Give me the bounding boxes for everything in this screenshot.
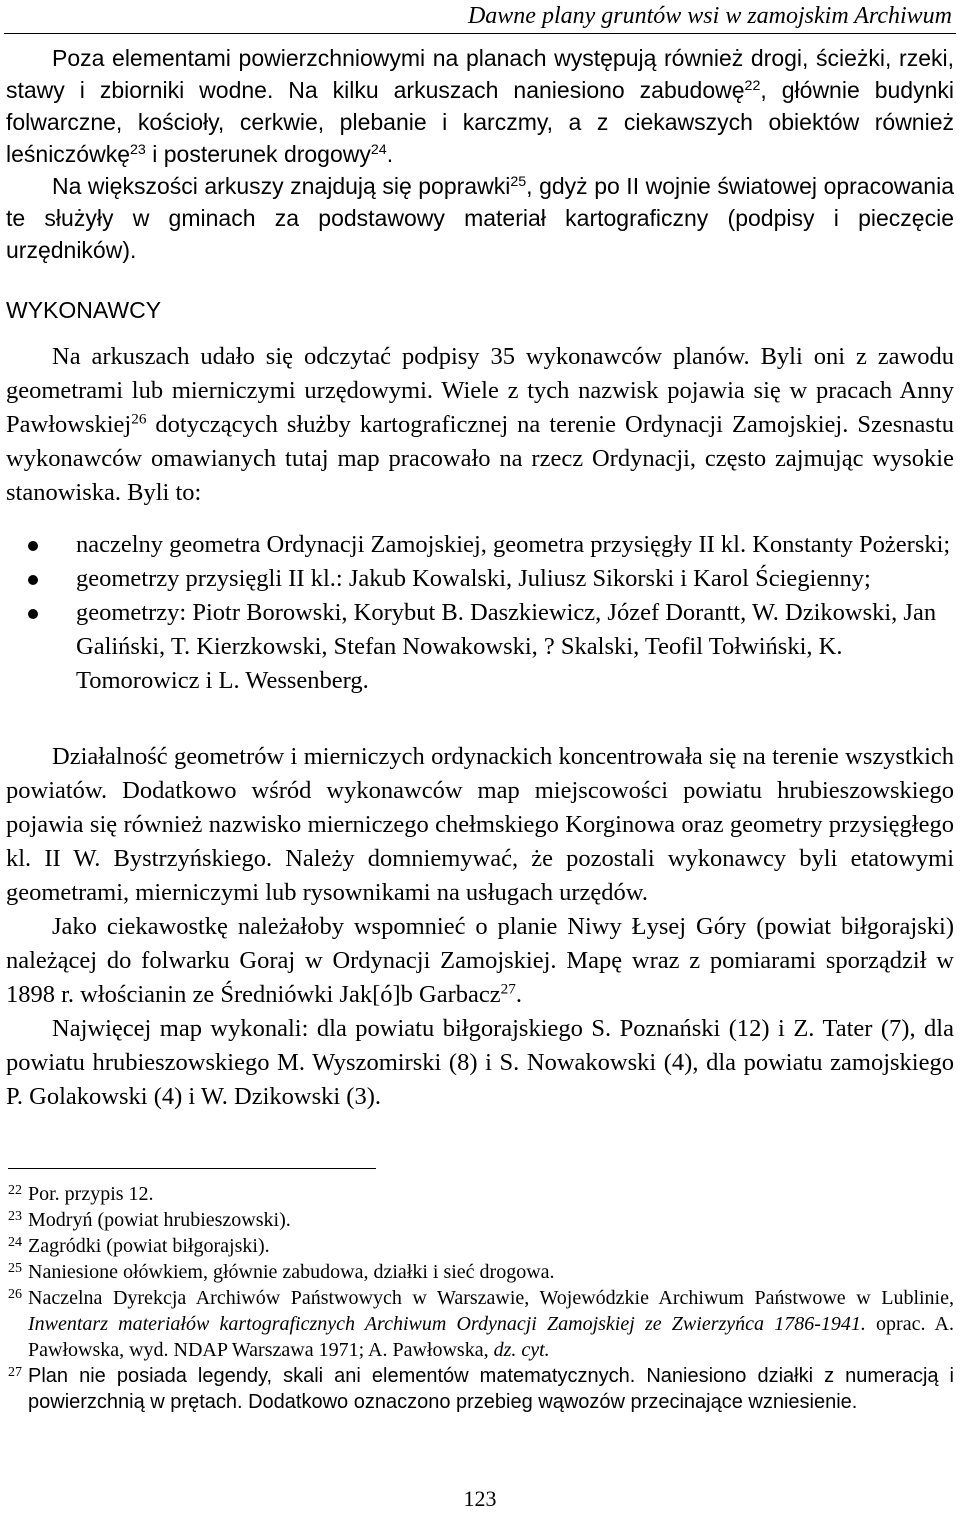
intro-text [6, 42, 954, 266]
footnote-ref-24[interactable]: 24 [370, 142, 387, 159]
bullet-icon [28, 541, 38, 551]
bullet-icon [28, 575, 38, 585]
footnote-22: 22 Por. przypis 12. [8, 1181, 954, 1207]
section-text [6, 340, 954, 510]
footnotes [8, 1181, 954, 1415]
running-header: Dawne plany gruntów wsi w zamojskim Archiwum [467, 3, 952, 29]
footnote-ref-27[interactable]: 27 [500, 980, 516, 998]
footnote-ref-22[interactable]: 22 [744, 78, 761, 95]
footnote-ref-25[interactable]: 25 [510, 174, 527, 191]
footnote-number: 26 [8, 1287, 22, 1302]
footnote-ref-23[interactable]: 23 [130, 142, 146, 159]
closing-text [6, 740, 954, 1114]
footnote-number: 24 [8, 1235, 22, 1250]
footnote-number: 25 [8, 1261, 22, 1276]
section-paragraph-1: Na arkuszach udało się odczytać podpisy 35 wykonawców planów. Byli oni z zawodu geometrami lub mierniczymi urzędowymi. Wiele z tych nazwisk pojawia się w pracach Anny Pawłowskiej$^{26}$ dotyczących służby kartograficznej na terenie Ordynacji Zamojskiej. Szesnastu wykonawców omawianych tutaj map pracowało na rzecz Ordynacji, często zajmując wysokie stanowiska. Byli to: [6, 343, 954, 506]
header-rule [4, 33, 956, 34]
closing-paragraph-1: Działalność geometrów i mierniczych ordynackich koncentrowała się na terenie wszystkich powiatów. Dodatkowo wśród wykonawców map miejscowości powiatu hrubieszowskiego pojawia się również nazwisko mierniczego chełmskiego Korginowa oraz geometry przysięgłego kl. II W. Bystrzyńskiego. Należy domniemywać, że pozostali wykonawcy byli etatowymi geometrami, mierniczymi lub rysownikami na usługach urzędów. [6, 743, 954, 906]
footnote-24: 24 Zagródki (powiat biłgorajski). [8, 1233, 954, 1259]
closing-paragraph-3: Najwięcej map wykonali: dla powiatu biłgorajskiego S. Poznański (12) i Z. Tater (7), dla powiatu hrubieszowskiego M. Wyszomirski (8) i S. Nowakowski (4), dla powiatu zamojskiego P. Golakowski (4) i W. Dzikowski (3). [6, 1015, 954, 1110]
section-heading: WYKONAWCY [6, 297, 162, 323]
bullet-list [6, 528, 954, 698]
footnote-number: 27 [8, 1365, 22, 1380]
closing-paragraph-2: Jako ciekawostkę należałoby wspomnieć o planie Niwy Łysej Góry (powiat biłgorajski) należącej do folwarku Goraj w Ordynacji Zamojskiej. Mapę wraz z pomiarami sporządził w 1898 r. włościanin ze Średniówki Jak[ó]b Garbacz$^{27}$. [6, 913, 954, 1008]
intro-paragraph-1: Poza elementami powierzchniowymi na planach występują również drogi, ścieżki, rzeki, stawy i zbiorniki wodne. Na kilku arkuszach naniesiono zabudowę$^{22}$, głównie budynki folwarczne, kościoły, cerkwie, plebanie i karczmy, a z ciekawszych obiektów również leśniczówkę$^{23}$ i posterunek drogowy$^{24}$. [6, 45, 954, 167]
list-item: naczelny geometra Ordynacji Zamojskiej, geometra przysięgły II kl. Konstanty Pożerski; [6, 528, 954, 562]
bullet-icon [28, 609, 38, 619]
footnote-25: 25 Naniesione ołówkiem, głównie zabudowa, działki i sieć drogowa. [8, 1259, 954, 1285]
footnote-ref-26[interactable]: 26 [131, 410, 147, 428]
list-item: geometrzy przysięgli II kl.: Jakub Kowalski, Juliusz Sikorski i Karol Ściegienny; [6, 562, 954, 596]
footnote-23: 23 Modryń (powiat hrubieszowski). [8, 1207, 954, 1233]
footnote-27: 27 Plan nie posiada legendy, skali ani elementów matematycznych. Naniesiono działki z numeracją i powierzchnią w prętach. Dodatkowo oznaczono przebieg wąwozów przecinające wzniesienie. [8, 1363, 954, 1415]
footnote-number: 22 [8, 1183, 22, 1198]
intro-paragraph-2: Na większości arkuszy znajdują się poprawki$^{25}$, gdyż po II wojnie światowej opracowania te służyły w gminach za podstawowy materiał kartograficzny (podpisy i pieczęcie urzędników). [6, 173, 954, 263]
footnote-number: 23 [8, 1209, 22, 1224]
page-number: 123 [463, 1486, 497, 1511]
footnote-rule [8, 1168, 376, 1169]
footnote-26: 26 Naczelna Dyrekcja Archiwów Państwowych w Warszawie, Wojewódzkie Archiwum Państwowe w Lublinie, Inwentarz materiałów kartograficznych Archiwum Ordynacji Zamojskiej ze Zwierzyńca 1786-1941. oprac. A. Pawłowska, wyd. NDAP Warszawa 1971; A. Pawłowska, dz. cyt. [8, 1285, 954, 1363]
list-item: geometrzy: Piotr Borowski, Korybut B. Daszkiewicz, Józef Dorantt, W. Dzikowski, Jan Galiński, T. Kierzkowski, Stefan Nowakowski, ? Skalski, Teofil Tołwiński, K. Tomorowicz i L. Wessenberg. [6, 596, 954, 698]
